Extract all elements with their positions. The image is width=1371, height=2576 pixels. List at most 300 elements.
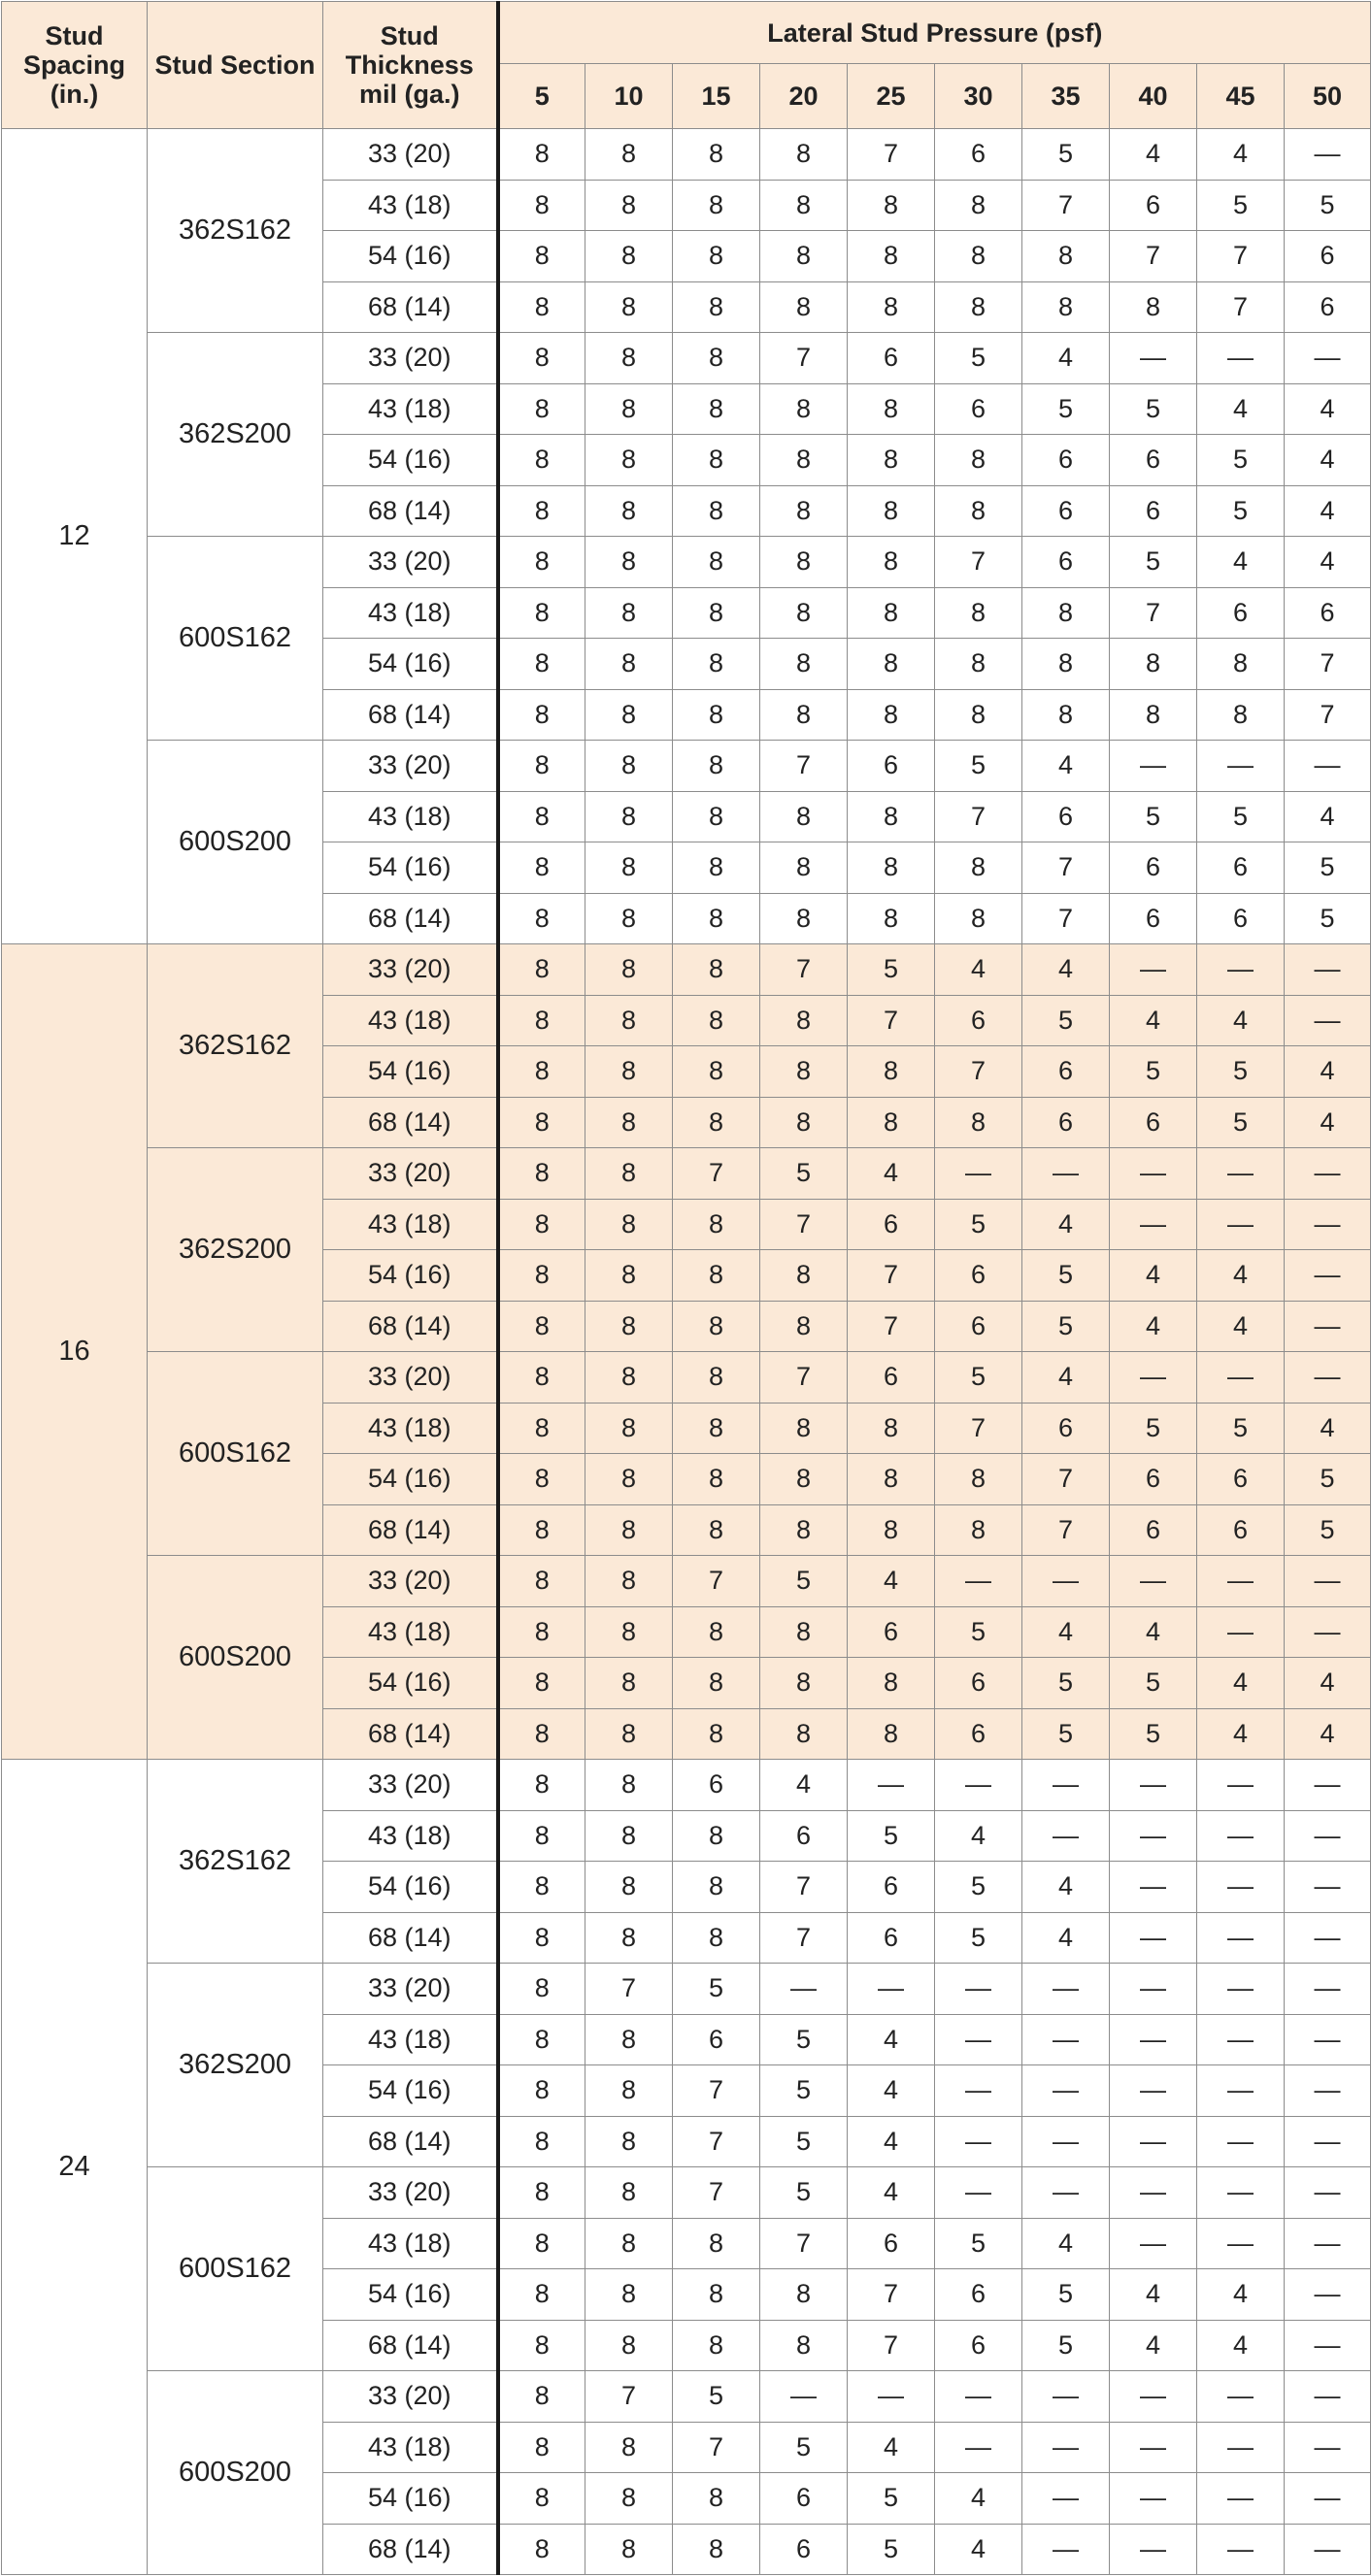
pressure-value-cell: 8: [585, 1708, 673, 1760]
pressure-value-cell: 5: [760, 2167, 848, 2219]
pressure-value-cell: 7: [848, 1250, 935, 1302]
pressure-value-cell: 8: [760, 1606, 848, 1658]
pressure-value-cell: 8: [1110, 281, 1197, 333]
pressure-value-cell: 6: [1110, 842, 1197, 894]
pressure-value-cell: 4: [1022, 1352, 1110, 1404]
pressure-value-cell: —: [1285, 2422, 1371, 2473]
pressure-value-cell: 8: [585, 1658, 673, 1709]
pressure-value-cell: 8: [848, 639, 935, 690]
pressure-value-cell: 5: [935, 741, 1022, 792]
pressure-value-cell: 6: [848, 1912, 935, 1964]
pressure-value-cell: 4: [848, 2065, 935, 2117]
pressure-value-cell: 8: [1022, 587, 1110, 639]
pressure-value-cell: 7: [848, 1301, 935, 1352]
stud-thickness-cell: 43 (18): [323, 587, 498, 639]
table-body: [2, 129, 1371, 2575]
pressure-value-cell: 8: [673, 485, 760, 537]
pressure-value-cell: 7: [1022, 1454, 1110, 1505]
pressure-value-cell: 4: [1197, 1708, 1285, 1760]
pressure-value-cell: 8: [585, 1352, 673, 1404]
pressure-value-cell: 8: [498, 2014, 585, 2065]
stud-section-cell: 362S200: [148, 333, 323, 537]
pressure-value-cell: 4: [1110, 995, 1197, 1046]
pressure-value-cell: —: [1110, 1964, 1197, 2015]
pressure-value-cell: 5: [1022, 129, 1110, 181]
pressure-value-cell: —: [1285, 1556, 1371, 1607]
pressure-value-cell: —: [1285, 2371, 1371, 2423]
pressure-value-cell: —: [1197, 1606, 1285, 1658]
stud-thickness-cell: 68 (14): [323, 2116, 498, 2167]
stud-spacing-cell: 12: [2, 129, 148, 944]
pressure-value-cell: 5: [1022, 2320, 1110, 2371]
stud-section-cell: 362S200: [148, 1148, 323, 1352]
pressure-value-cell: 8: [848, 1708, 935, 1760]
pressure-value-cell: 7: [935, 1046, 1022, 1098]
stud-thickness-cell: 54 (16): [323, 842, 498, 894]
stud-thickness-cell: 33 (20): [323, 537, 498, 588]
pressure-value-cell: 8: [760, 587, 848, 639]
pressure-value-cell: 8: [935, 842, 1022, 894]
pressure-value-cell: 8: [498, 1301, 585, 1352]
stud-section-cell: 362S200: [148, 1964, 323, 2167]
pressure-value-cell: 8: [673, 1606, 760, 1658]
pressure-value-cell: 8: [498, 2422, 585, 2473]
pressure-value-cell: 8: [760, 1658, 848, 1709]
pressure-value-cell: 8: [498, 485, 585, 537]
pressure-value-cell: 8: [848, 435, 935, 486]
pressure-value-cell: 8: [935, 180, 1022, 231]
pressure-value-cell: 5: [760, 2065, 848, 2117]
stud-thickness-cell: 54 (16): [323, 1862, 498, 1913]
pressure-value-cell: 4: [760, 1760, 848, 1811]
pressure-value-cell: 4: [848, 2167, 935, 2219]
pressure-value-cell: —: [935, 2116, 1022, 2167]
pressure-value-cell: 8: [498, 2065, 585, 2117]
pressure-value-cell: 4: [1022, 2218, 1110, 2269]
pressure-value-cell: 7: [848, 995, 935, 1046]
pressure-header-cell: 5: [498, 64, 585, 129]
pressure-value-cell: 8: [848, 1504, 935, 1556]
pressure-value-cell: 8: [760, 689, 848, 741]
pressure-value-cell: —: [1285, 2269, 1371, 2321]
table-row: [2, 1352, 1371, 1404]
pressure-value-cell: 8: [760, 129, 848, 181]
pressure-value-cell: —: [1197, 944, 1285, 996]
pressure-value-cell: 8: [673, 2524, 760, 2575]
pressure-value-cell: —: [1110, 2167, 1197, 2219]
stud-section-cell: 600S200: [148, 1556, 323, 1760]
stud-section-cell: 362S162: [148, 944, 323, 1148]
pressure-value-cell: —: [1022, 2065, 1110, 2117]
stud-spacing-cell: 16: [2, 944, 148, 1760]
pressure-value-cell: 5: [1197, 1403, 1285, 1454]
stud-section-cell: 362S162: [148, 1760, 323, 1964]
pressure-value-cell: 4: [1197, 129, 1285, 181]
pressure-value-cell: —: [935, 1964, 1022, 2015]
pressure-value-cell: 8: [1197, 689, 1285, 741]
pressure-value-cell: 7: [673, 2065, 760, 2117]
pressure-value-cell: 4: [1285, 435, 1371, 486]
pressure-value-cell: 8: [848, 1454, 935, 1505]
pressure-value-cell: 8: [673, 435, 760, 486]
pressure-value-cell: 8: [498, 231, 585, 282]
pressure-value-cell: —: [1285, 1810, 1371, 1862]
pressure-value-cell: —: [1285, 944, 1371, 996]
pressure-value-cell: 5: [1022, 1708, 1110, 1760]
pressure-value-cell: 8: [498, 180, 585, 231]
pressure-value-cell: 5: [760, 2116, 848, 2167]
pressure-value-cell: 8: [585, 2218, 673, 2269]
pressure-value-cell: —: [1197, 1760, 1285, 1811]
pressure-header-cell: 10: [585, 64, 673, 129]
pressure-value-cell: 4: [1197, 995, 1285, 1046]
pressure-value-cell: 6: [935, 1250, 1022, 1302]
pressure-value-cell: —: [1110, 2065, 1197, 2117]
stud-thickness-cell: 33 (20): [323, 1352, 498, 1404]
pressure-value-cell: 8: [935, 1454, 1022, 1505]
pressure-value-cell: 8: [585, 1250, 673, 1302]
stud-thickness-cell: 54 (16): [323, 231, 498, 282]
pressure-value-cell: 6: [1110, 1504, 1197, 1556]
pressure-value-cell: 5: [1197, 1046, 1285, 1098]
pressure-value-cell: 7: [673, 2167, 760, 2219]
table-row: [2, 741, 1371, 792]
pressure-value-cell: —: [1110, 944, 1197, 996]
pressure-value-cell: 8: [760, 995, 848, 1046]
stud-thickness-cell: 54 (16): [323, 1454, 498, 1505]
stud-thickness-cell: 68 (14): [323, 2524, 498, 2575]
pressure-value-cell: —: [1285, 1352, 1371, 1404]
pressure-value-cell: 8: [585, 791, 673, 842]
pressure-value-cell: —: [1197, 1148, 1285, 1200]
table-row: [2, 1964, 1371, 2015]
pressure-value-cell: 8: [760, 1504, 848, 1556]
stud-section-header: Stud Section: [148, 2, 323, 129]
pressure-value-cell: 6: [935, 383, 1022, 435]
pressure-value-cell: 5: [1022, 1658, 1110, 1709]
pressure-value-cell: 8: [673, 537, 760, 588]
stud-section-cell: 600S162: [148, 1352, 323, 1556]
pressure-value-cell: —: [1285, 1250, 1371, 1302]
pressure-value-cell: —: [1197, 2065, 1285, 2117]
pressure-value-cell: 7: [935, 1403, 1022, 1454]
pressure-value-cell: 8: [935, 1097, 1022, 1148]
pressure-value-cell: 8: [585, 2014, 673, 2065]
pressure-value-cell: —: [1110, 1352, 1197, 1404]
pressure-value-cell: 8: [585, 944, 673, 996]
pressure-value-cell: 8: [673, 1097, 760, 1148]
pressure-value-cell: 5: [1285, 180, 1371, 231]
pressure-value-cell: 6: [1022, 1097, 1110, 1148]
pressure-value-cell: 4: [1022, 1199, 1110, 1250]
pressure-value-cell: 5: [848, 2473, 935, 2525]
pressure-value-cell: 7: [848, 2320, 935, 2371]
pressure-value-cell: 5: [1110, 1403, 1197, 1454]
pressure-value-cell: 8: [673, 180, 760, 231]
pressure-value-cell: 8: [585, 435, 673, 486]
pressure-value-cell: 5: [1285, 893, 1371, 944]
pressure-value-cell: 8: [498, 333, 585, 384]
pressure-value-cell: 8: [498, 893, 585, 944]
pressure-value-cell: 6: [848, 333, 935, 384]
pressure-value-cell: 5: [1197, 485, 1285, 537]
pressure-value-cell: 8: [760, 180, 848, 231]
pressure-value-cell: 6: [1022, 485, 1110, 537]
pressure-value-cell: 8: [848, 537, 935, 588]
stud-thickness-cell: 68 (14): [323, 1912, 498, 1964]
pressure-value-cell: 8: [585, 2269, 673, 2321]
pressure-value-cell: 8: [848, 1046, 935, 1098]
pressure-value-cell: —: [1110, 2218, 1197, 2269]
pressure-value-cell: 7: [935, 791, 1022, 842]
pressure-value-cell: 7: [1022, 893, 1110, 944]
stud-thickness-cell: 43 (18): [323, 180, 498, 231]
pressure-value-cell: 7: [760, 1862, 848, 1913]
pressure-value-cell: —: [1285, 1760, 1371, 1811]
pressure-value-cell: 8: [585, 1403, 673, 1454]
stud-thickness-cell: 33 (20): [323, 1760, 498, 1811]
pressure-value-cell: 8: [585, 180, 673, 231]
pressure-value-cell: —: [1022, 1556, 1110, 1607]
pressure-value-cell: 8: [498, 1199, 585, 1250]
pressure-value-cell: 8: [498, 2116, 585, 2167]
pressure-value-cell: —: [848, 1760, 935, 1811]
table-header: [2, 2, 1371, 129]
pressure-value-cell: —: [1285, 2116, 1371, 2167]
pressure-value-cell: —: [1197, 2371, 1285, 2423]
stud-thickness-cell: 54 (16): [323, 435, 498, 486]
pressure-value-cell: 8: [760, 537, 848, 588]
pressure-value-cell: 6: [1022, 791, 1110, 842]
pressure-value-cell: 8: [848, 485, 935, 537]
stud-spacing-header: Stud Spacing (in.): [2, 2, 148, 129]
pressure-value-cell: 5: [1285, 1454, 1371, 1505]
stud-thickness-cell: 33 (20): [323, 1964, 498, 2015]
pressure-value-cell: 8: [673, 1912, 760, 1964]
pressure-value-cell: 6: [1110, 893, 1197, 944]
pressure-value-cell: 8: [585, 383, 673, 435]
pressure-value-cell: —: [1285, 2065, 1371, 2117]
pressure-value-cell: 5: [760, 1148, 848, 1200]
pressure-value-cell: —: [1285, 1912, 1371, 1964]
pressure-value-cell: 6: [1110, 485, 1197, 537]
pressure-value-cell: 8: [848, 1097, 935, 1148]
pressure-value-cell: 8: [673, 1810, 760, 1862]
pressure-value-cell: 6: [1197, 1454, 1285, 1505]
pressure-value-cell: 4: [935, 944, 1022, 996]
pressure-value-cell: 5: [848, 944, 935, 996]
pressure-value-cell: 8: [760, 1097, 848, 1148]
pressure-value-cell: —: [1110, 2422, 1197, 2473]
pressure-value-cell: —: [1197, 1556, 1285, 1607]
pressure-value-cell: —: [1285, 129, 1371, 181]
stud-section-cell: 362S162: [148, 129, 323, 333]
pressure-header-cell: 40: [1110, 64, 1197, 129]
pressure-value-cell: 8: [498, 537, 585, 588]
stud-thickness-cell: 43 (18): [323, 383, 498, 435]
pressure-value-cell: 5: [1285, 1504, 1371, 1556]
pressure-value-cell: 8: [498, 639, 585, 690]
pressure-header-cell: 30: [935, 64, 1022, 129]
pressure-value-cell: 8: [673, 1199, 760, 1250]
stud-thickness-cell: 43 (18): [323, 995, 498, 1046]
pressure-value-cell: 7: [1022, 842, 1110, 894]
pressure-value-cell: —: [1022, 2167, 1110, 2219]
stud-thickness-cell: 33 (20): [323, 1556, 498, 1607]
pressure-value-cell: 8: [673, 231, 760, 282]
pressure-value-cell: —: [935, 1148, 1022, 1200]
pressure-value-cell: 7: [585, 1964, 673, 2015]
pressure-value-cell: 7: [760, 333, 848, 384]
pressure-value-cell: 5: [1022, 2269, 1110, 2321]
pressure-value-cell: 8: [585, 485, 673, 537]
pressure-value-cell: 8: [673, 1046, 760, 1098]
pressure-value-cell: 6: [935, 995, 1022, 1046]
pressure-value-cell: 8: [498, 1046, 585, 1098]
pressure-value-cell: —: [1022, 2116, 1110, 2167]
pressure-value-cell: 8: [498, 1504, 585, 1556]
pressure-value-cell: 8: [585, 2116, 673, 2167]
pressure-value-cell: —: [1110, 333, 1197, 384]
pressure-value-cell: 6: [848, 1352, 935, 1404]
pressure-value-cell: 4: [1197, 537, 1285, 588]
pressure-value-cell: 4: [935, 1810, 1022, 1862]
pressure-header-cell: 50: [1285, 64, 1371, 129]
pressure-value-cell: —: [1022, 2524, 1110, 2575]
pressure-value-cell: —: [1197, 2014, 1285, 2065]
pressure-value-cell: 8: [498, 1708, 585, 1760]
stud-thickness-cell: 33 (20): [323, 741, 498, 792]
pressure-value-cell: —: [1197, 2167, 1285, 2219]
pressure-value-cell: 4: [1197, 1301, 1285, 1352]
pressure-value-cell: 6: [848, 1862, 935, 1913]
pressure-value-cell: 5: [1197, 791, 1285, 842]
pressure-value-cell: 8: [935, 435, 1022, 486]
pressure-value-cell: 8: [935, 231, 1022, 282]
pressure-value-cell: 5: [673, 1964, 760, 2015]
pressure-value-cell: 4: [1285, 537, 1371, 588]
pressure-value-cell: 5: [935, 2218, 1022, 2269]
pressure-value-cell: —: [1285, 1606, 1371, 1658]
pressure-value-cell: —: [1110, 2524, 1197, 2575]
pressure-value-cell: —: [848, 2371, 935, 2423]
pressure-value-cell: 4: [1110, 2320, 1197, 2371]
table-row: [2, 1148, 1371, 1200]
pressure-value-cell: 8: [498, 1912, 585, 1964]
pressure-value-cell: 4: [935, 2524, 1022, 2575]
pressure-value-cell: 4: [1022, 741, 1110, 792]
pressure-value-cell: —: [1110, 1556, 1197, 1607]
stud-thickness-cell: 54 (16): [323, 2473, 498, 2525]
pressure-value-cell: 5: [1110, 791, 1197, 842]
pressure-value-cell: 8: [848, 587, 935, 639]
pressure-value-cell: —: [1022, 2473, 1110, 2525]
pressure-value-cell: 4: [1110, 129, 1197, 181]
table-row: [2, 1556, 1371, 1607]
pressure-value-cell: 6: [1022, 1403, 1110, 1454]
pressure-value-cell: 6: [848, 741, 935, 792]
pressure-value-cell: 8: [848, 791, 935, 842]
pressure-value-cell: 8: [673, 333, 760, 384]
pressure-value-cell: 8: [760, 231, 848, 282]
stud-spacing-cell: 24: [2, 1760, 148, 2575]
pressure-value-cell: 8: [1022, 639, 1110, 690]
stud-thickness-cell: 68 (14): [323, 281, 498, 333]
pressure-value-cell: 4: [1022, 1606, 1110, 1658]
pressure-value-cell: 8: [498, 1403, 585, 1454]
pressure-value-cell: 8: [585, 129, 673, 181]
table-row: [2, 537, 1371, 588]
pressure-value-cell: 4: [1022, 1912, 1110, 1964]
pressure-value-cell: —: [1110, 2473, 1197, 2525]
pressure-value-cell: 8: [935, 281, 1022, 333]
pressure-value-cell: 8: [585, 537, 673, 588]
pressure-value-cell: —: [760, 2371, 848, 2423]
pressure-value-cell: 8: [498, 2473, 585, 2525]
pressure-value-cell: 8: [498, 1862, 585, 1913]
pressure-value-cell: 8: [585, 2167, 673, 2219]
pressure-value-cell: 8: [760, 281, 848, 333]
pressure-value-cell: 8: [673, 1352, 760, 1404]
pressure-value-cell: —: [1285, 2473, 1371, 2525]
pressure-value-cell: 6: [1110, 435, 1197, 486]
pressure-value-cell: 8: [585, 2320, 673, 2371]
pressure-value-cell: 8: [935, 485, 1022, 537]
pressure-value-cell: 7: [1197, 281, 1285, 333]
pressure-value-cell: 8: [760, 842, 848, 894]
pressure-value-cell: 8: [585, 2524, 673, 2575]
pressure-value-cell: 8: [935, 639, 1022, 690]
lateral-pressure-header: Lateral Stud Pressure (psf): [498, 2, 1371, 64]
pressure-value-cell: 5: [1197, 180, 1285, 231]
pressure-value-cell: —: [1110, 1810, 1197, 1862]
stud-thickness-cell: 33 (20): [323, 129, 498, 181]
pressure-value-cell: 8: [673, 383, 760, 435]
pressure-value-cell: 8: [673, 1454, 760, 1505]
pressure-value-cell: —: [1110, 1912, 1197, 1964]
pressure-value-cell: 6: [760, 2473, 848, 2525]
pressure-value-cell: 5: [935, 1606, 1022, 1658]
stud-thickness-cell: 68 (14): [323, 689, 498, 741]
pressure-value-cell: 8: [1110, 689, 1197, 741]
pressure-value-cell: —: [1110, 1199, 1197, 1250]
pressure-value-cell: 5: [935, 1199, 1022, 1250]
pressure-value-cell: 8: [935, 587, 1022, 639]
pressure-value-cell: —: [935, 2065, 1022, 2117]
pressure-value-cell: —: [1197, 1912, 1285, 1964]
pressure-value-cell: 4: [1022, 1862, 1110, 1913]
pressure-value-cell: 6: [760, 1810, 848, 1862]
stud-thickness-cell: 33 (20): [323, 2167, 498, 2219]
pressure-value-cell: 8: [848, 281, 935, 333]
pressure-value-cell: —: [1285, 1301, 1371, 1352]
pressure-value-cell: —: [1285, 741, 1371, 792]
pressure-value-cell: 8: [673, 791, 760, 842]
pressure-value-cell: 6: [1197, 587, 1285, 639]
pressure-value-cell: 4: [1110, 1606, 1197, 1658]
pressure-value-cell: 8: [585, 1556, 673, 1607]
pressure-value-cell: 4: [1285, 1658, 1371, 1709]
pressure-value-cell: 5: [1022, 383, 1110, 435]
pressure-value-cell: 8: [585, 1504, 673, 1556]
pressure-value-cell: 8: [498, 995, 585, 1046]
pressure-value-cell: 8: [760, 485, 848, 537]
stud-pressure-table: [1, 1, 1371, 2575]
pressure-value-cell: 6: [935, 129, 1022, 181]
pressure-value-cell: 8: [585, 1046, 673, 1098]
pressure-value-cell: 8: [498, 741, 585, 792]
stud-section-cell: 600S200: [148, 2371, 323, 2575]
